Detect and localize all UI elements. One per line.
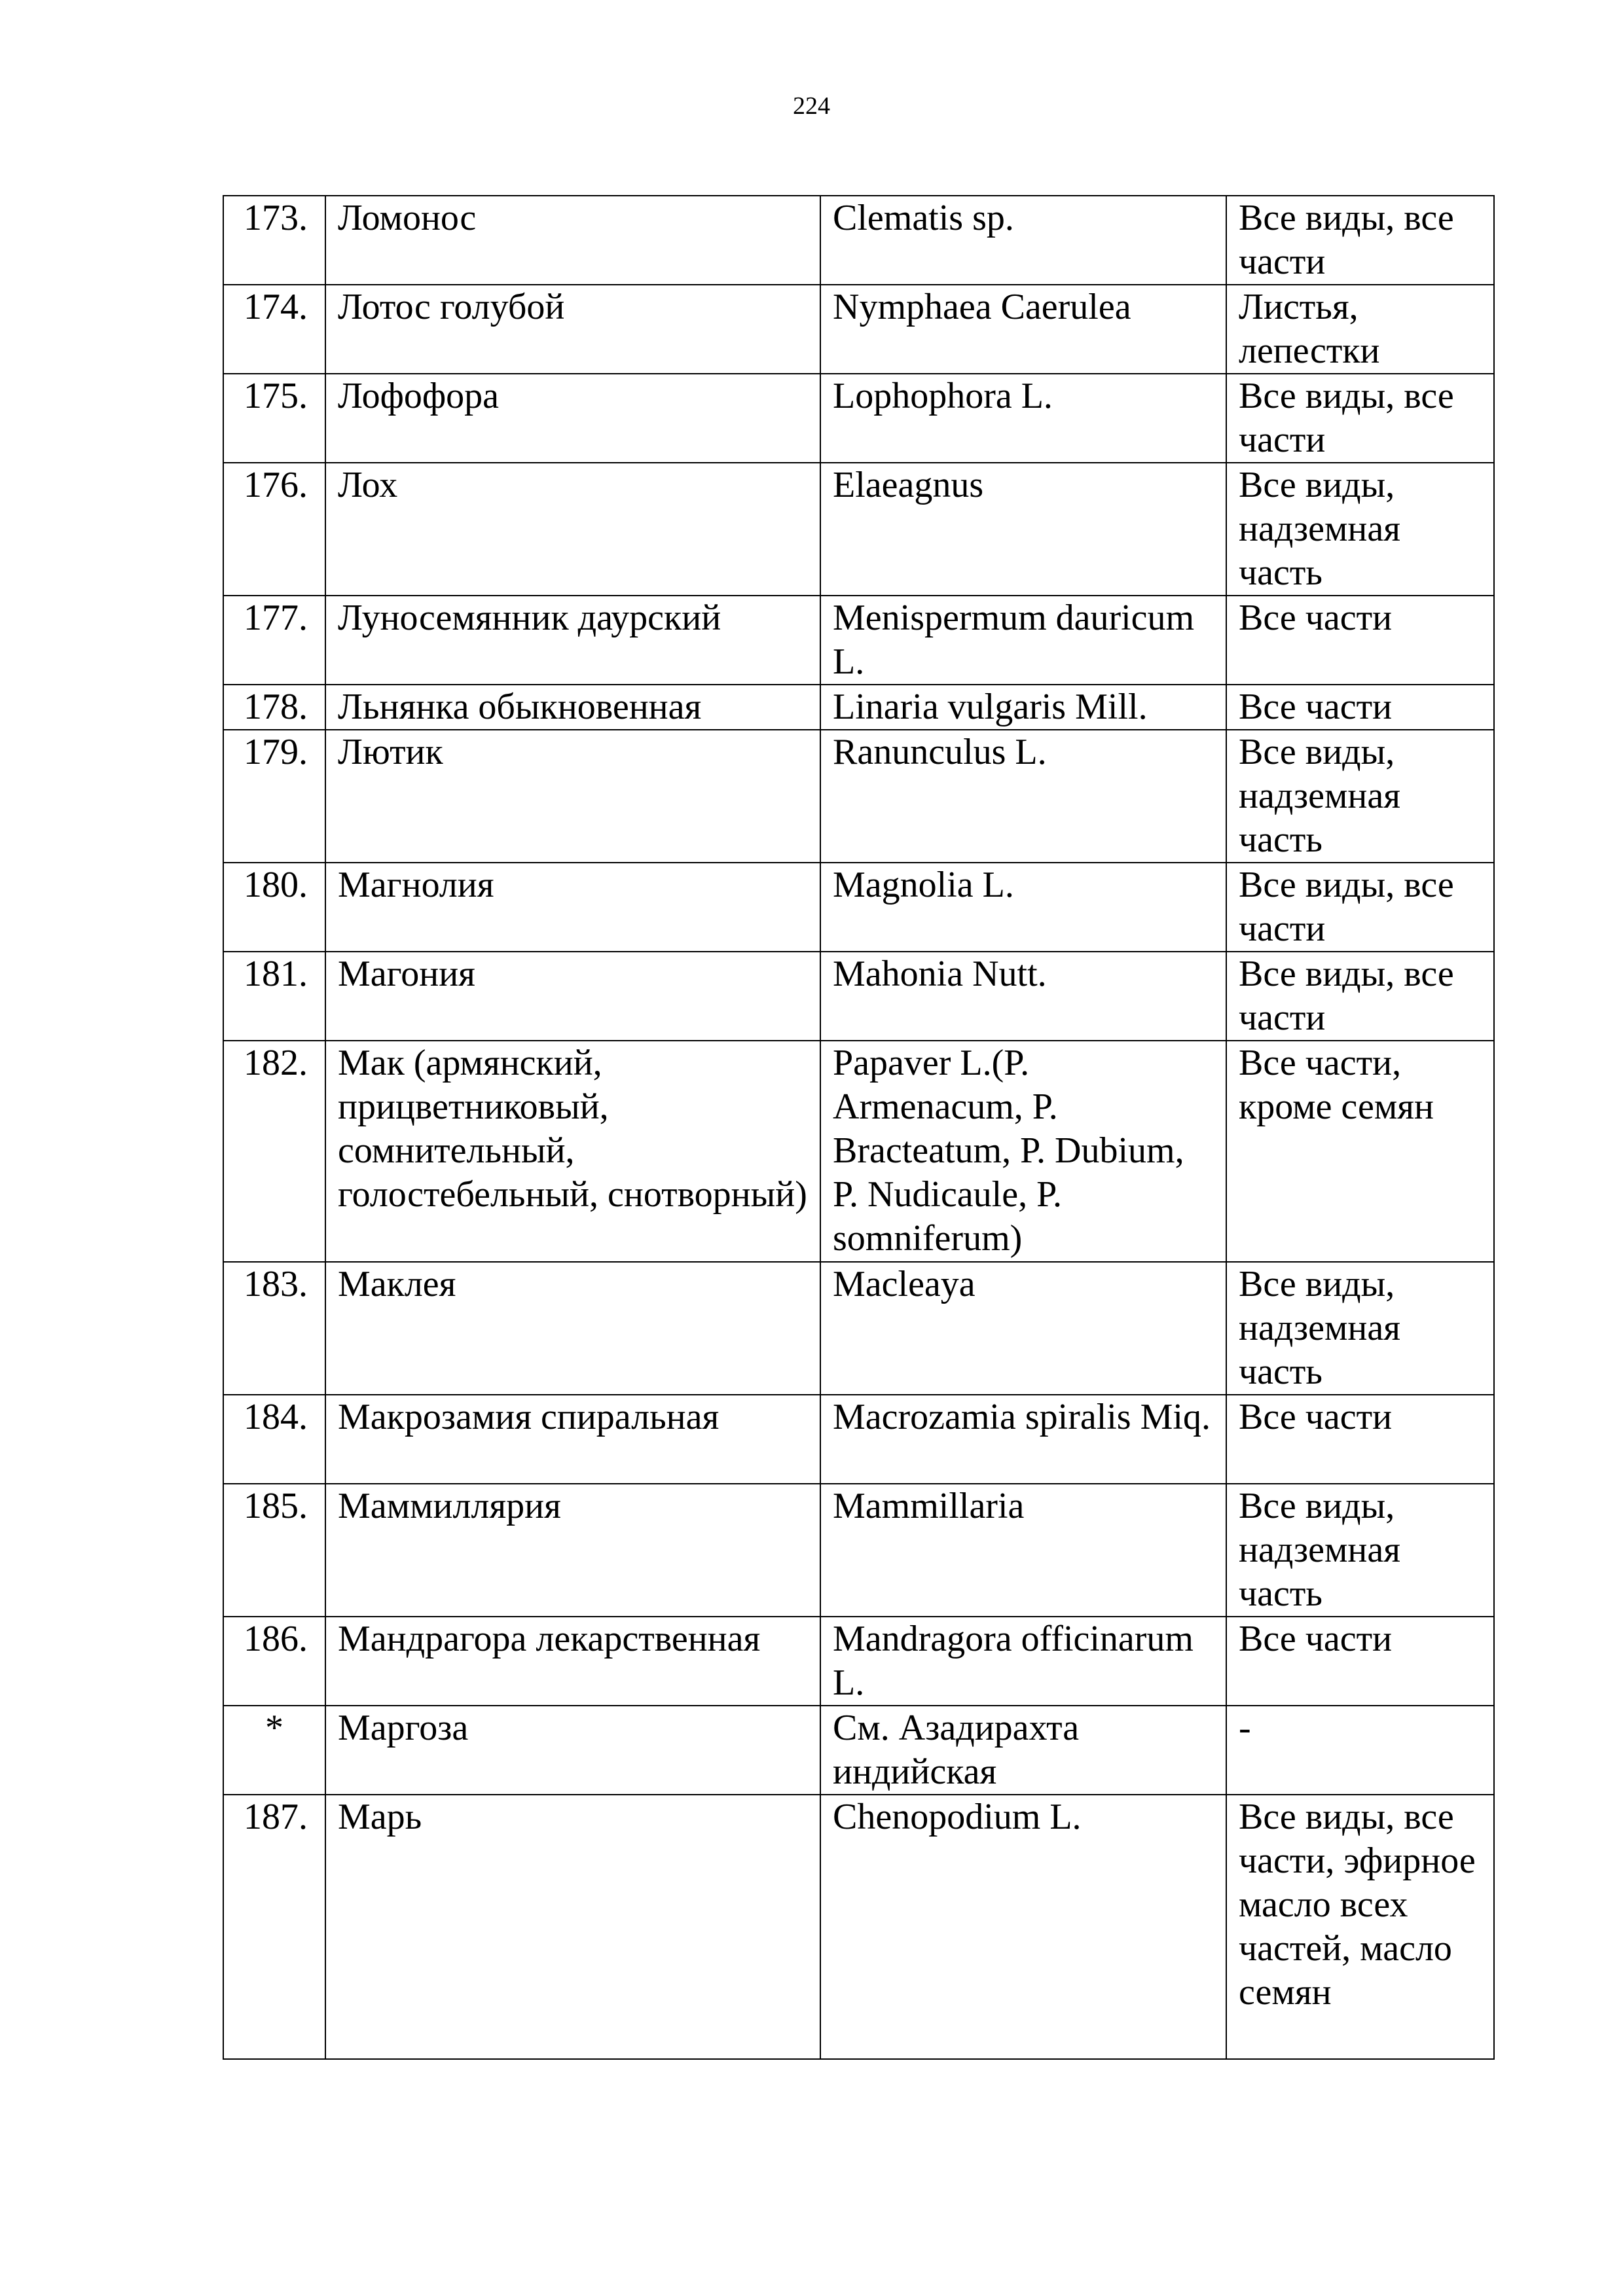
plant-name-latin: Nymphaea Caerulea	[820, 285, 1226, 374]
toxic-parts: Все виды, все части, эфирное масло всех частей, масло семян	[1226, 1795, 1494, 2059]
plant-name-latin: Papaver L.(P. Armenacum, P. Bracteatum, P. Dubium, P. Nudicaule, P. somniferum)	[820, 1041, 1226, 1262]
plant-name-latin: Mahonia Nutt.	[820, 952, 1226, 1041]
table-row	[223, 1617, 1494, 1706]
plant-name-latin: Ranunculus L.	[820, 730, 1226, 863]
toxic-parts: Все виды, все части	[1226, 863, 1494, 952]
row-number: 183.	[223, 1262, 325, 1395]
plant-name-latin: Mandragora officinarum L.	[820, 1617, 1226, 1706]
table-row	[223, 463, 1494, 596]
table-row	[223, 1484, 1494, 1617]
table-row	[223, 863, 1494, 952]
plant-name-russian: Ломонос	[325, 196, 820, 285]
toxic-parts: Все части	[1226, 1617, 1494, 1706]
row-number: 184.	[223, 1395, 325, 1484]
toxic-parts: Все виды, надземная часть	[1226, 463, 1494, 596]
plant-name-latin: Magnolia L.	[820, 863, 1226, 952]
plant-name-russian: Лютик	[325, 730, 820, 863]
plants-table	[223, 195, 1495, 2060]
plant-name-latin: Menispermum dauricum L.	[820, 596, 1226, 685]
plant-name-russian: Луносемянник даурский	[325, 596, 820, 685]
plant-name-russian: Маммиллярия	[325, 1484, 820, 1617]
row-number: 176.	[223, 463, 325, 596]
plant-name-russian: Лотос голубой	[325, 285, 820, 374]
plant-name-latin: Macleaya	[820, 1262, 1226, 1395]
toxic-parts: Все части	[1226, 1395, 1494, 1484]
plant-name-russian: Мак (армянский, прицветниковый, сомнительный, голостебельный, снотворный)	[325, 1041, 820, 1262]
table-row	[223, 730, 1494, 863]
toxic-parts: Все виды, все части	[1226, 196, 1494, 285]
row-number: 174.	[223, 285, 325, 374]
row-number: *	[223, 1706, 325, 1795]
toxic-parts: Все виды, надземная часть	[1226, 1262, 1494, 1395]
table-row	[223, 952, 1494, 1041]
toxic-parts: Все части	[1226, 685, 1494, 730]
toxic-parts: Все части	[1226, 596, 1494, 685]
table-row	[223, 596, 1494, 685]
page-number: 224	[793, 92, 830, 120]
toxic-parts: Листья, лепестки	[1226, 285, 1494, 374]
plant-name-latin: Macrozamia spiralis Miq.	[820, 1395, 1226, 1484]
toxic-parts: Все виды, все части	[1226, 374, 1494, 463]
row-number: 182.	[223, 1041, 325, 1262]
plant-name-latin: См. Азадирахта индийская	[820, 1706, 1226, 1795]
toxic-parts: Все виды, надземная часть	[1226, 1484, 1494, 1617]
plant-name-russian: Марь	[325, 1795, 820, 2059]
row-number: 186.	[223, 1617, 325, 1706]
table-row	[223, 285, 1494, 374]
plant-name-latin: Lophophora L.	[820, 374, 1226, 463]
row-number: 175.	[223, 374, 325, 463]
row-number: 173.	[223, 196, 325, 285]
plant-name-latin: Mammillaria	[820, 1484, 1226, 1617]
plant-name-russian: Лофофора	[325, 374, 820, 463]
plant-name-latin: Linaria vulgaris Mill.	[820, 685, 1226, 730]
plant-name-russian: Лох	[325, 463, 820, 596]
table-row	[223, 1262, 1494, 1395]
row-number: 179.	[223, 730, 325, 863]
plant-name-latin: Clematis sp.	[820, 196, 1226, 285]
row-number: 187.	[223, 1795, 325, 2059]
row-number: 177.	[223, 596, 325, 685]
row-number: 178.	[223, 685, 325, 730]
row-number: 181.	[223, 952, 325, 1041]
plant-name-russian: Магония	[325, 952, 820, 1041]
plant-name-russian: Макрозамия спиральная	[325, 1395, 820, 1484]
table-row	[223, 1041, 1494, 1262]
toxic-parts: Все виды, надземная часть	[1226, 730, 1494, 863]
plant-name-russian: Маклея	[325, 1262, 820, 1395]
plant-name-russian: Мандрагора лекарственная	[325, 1617, 820, 1706]
plant-name-russian: Льнянка обыкновенная	[325, 685, 820, 730]
table-row	[223, 685, 1494, 730]
toxic-parts: -	[1226, 1706, 1494, 1795]
toxic-parts: Все части, кроме семян	[1226, 1041, 1494, 1262]
table-row	[223, 374, 1494, 463]
table-row	[223, 1395, 1494, 1484]
table-row	[223, 196, 1494, 285]
table-row	[223, 1706, 1494, 1795]
row-number: 180.	[223, 863, 325, 952]
row-number: 185.	[223, 1484, 325, 1617]
toxic-parts: Все виды, все части	[1226, 952, 1494, 1041]
table-row	[223, 1795, 1494, 2059]
plant-name-latin: Elaeagnus	[820, 463, 1226, 596]
plant-name-russian: Магнолия	[325, 863, 820, 952]
plant-name-russian: Маргоза	[325, 1706, 820, 1795]
plant-name-latin: Chenopodium L.	[820, 1795, 1226, 2059]
